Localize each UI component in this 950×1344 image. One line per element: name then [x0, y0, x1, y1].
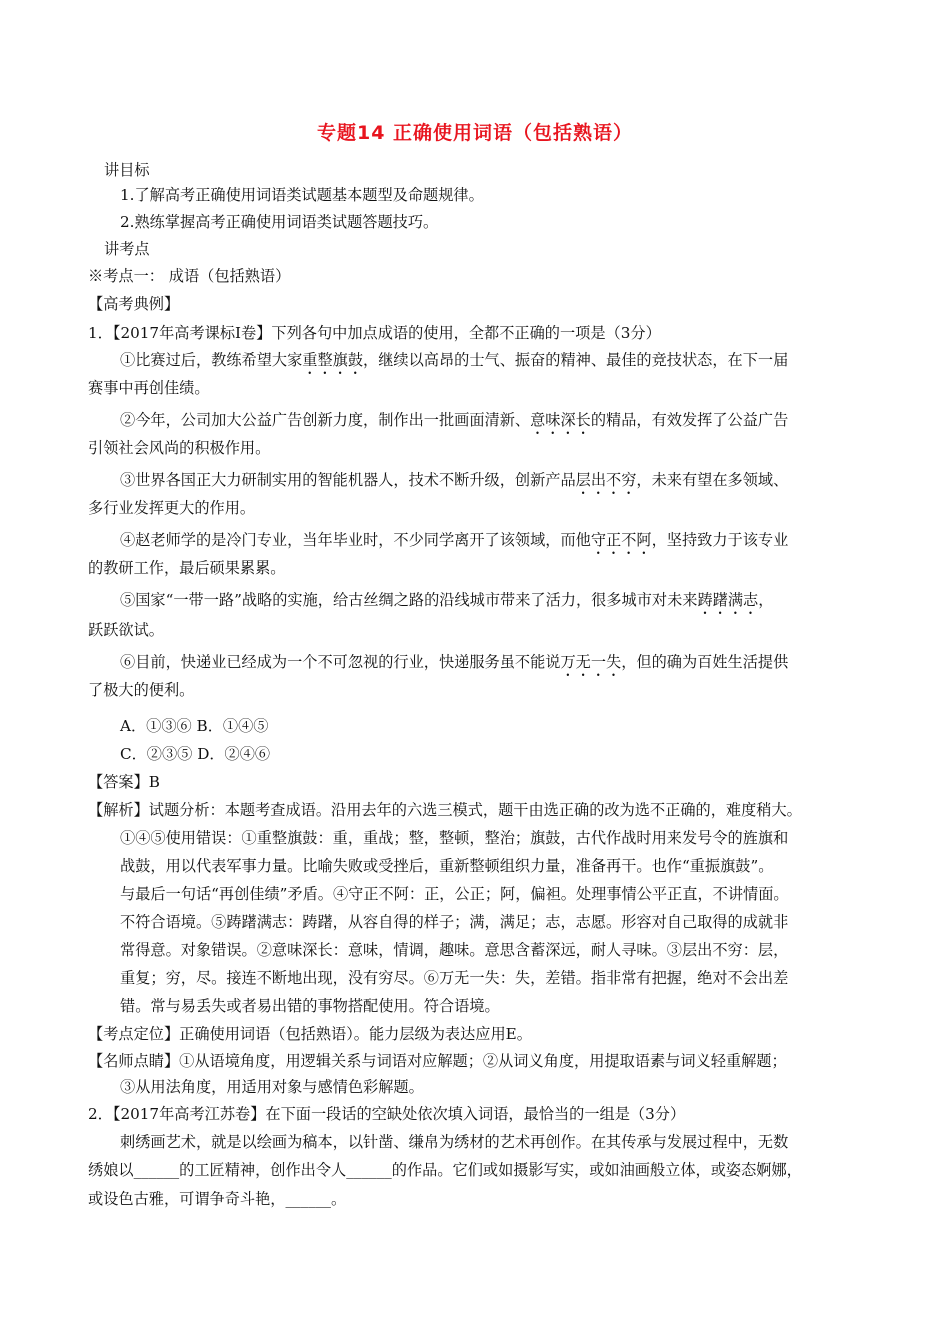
analysis-line: 战鼓，用以代表军事力量。比喻失败或受挫后，重新整顿组织力量，准备再干。也作“重振旗鼓”。 — [120, 857, 774, 875]
analysis-line: 重复；穷，尽。接连不断地出现，没有穷尽。⑥万无一失：失，差错。指非常有把握，绝对不会出差 — [120, 969, 789, 987]
section-heading: 讲考点 — [104, 240, 150, 258]
section-heading: 讲目标 — [104, 161, 150, 179]
text-segment: ，但的确为百姓生活提供 — [621, 653, 789, 671]
option-sentence-cont: 了极大的便利。 — [88, 681, 195, 699]
analysis-line: 错。常与易丢失或者易出错的事物搭配使用。符合语境。 — [120, 997, 500, 1015]
dotted-idiom: 守正不阿 — [590, 531, 652, 549]
text-segment: ⑥目前，快递业已经成为一个不可忽视的行业，快递服务虽不能说 — [120, 653, 561, 671]
option-sentence-cont: 引领社会风尚的积极作用。 — [88, 439, 271, 457]
answer-choices: A．①③⑥ B．①④⑤ — [120, 717, 269, 735]
text-segment: ，未来有望在多领域、 — [636, 471, 789, 489]
dotted-idiom: 踌躇满志 — [697, 591, 759, 609]
dotted-idiom: 意味深长 — [530, 411, 591, 429]
option-sentence — [120, 590, 773, 618]
dotted-idiom: 层出不穷 — [575, 471, 637, 489]
option-sentence-cont: 多行业发挥更大的作用。 — [88, 499, 256, 517]
analysis-line: 不符合语境。⑤踌躇满志：踌躇，从容自得的样子；满，满足；志，志愿。形容对自己取得的成就非 — [120, 913, 789, 931]
objective-item: 1.了解高考正确使用词语类试题基本题型及命题规律。 — [120, 186, 484, 204]
text-segment: ①比赛过后，教练希望大家 — [120, 351, 303, 369]
analysis-line: 【解析】试题分析：本题考查成语。沿用去年的六选三模式，题干由选正确的改为选不正确的，难度稍大。 — [88, 801, 802, 819]
topic-location: 【考点定位】正确使用词语（包括熟语）。能力层级为表达应用E。 — [88, 1025, 532, 1043]
passage-line: 绣娘以______的工匠精神，创作出令人______的作品。它们或如摄影写实，或如油画般立体，或姿态婀娜， — [88, 1161, 802, 1179]
text-segment: ②今年，公司加大公益广告创新力度，制作出一批画面清新、 — [120, 411, 531, 429]
text-segment: ⑤国家“一带一路”战略的实施，给古丝绸之路的沿线城市带来了活力，很多城市对未来 — [120, 591, 698, 609]
passage-line: 或设色古雅，可谓争奇斗艳，______。 — [88, 1190, 347, 1208]
option-sentence-cont: 跃跃欲试。 — [88, 621, 164, 639]
option-sentence — [120, 350, 788, 378]
page-title: 专题14 正确使用词语（包括熟语） — [316, 122, 634, 144]
option-sentence-cont: 的教研工作，最后硕果累累。 — [88, 559, 286, 577]
text-segment: 的精品，有效发挥了公益广告 — [590, 411, 789, 429]
answer-line: 【答案】B — [88, 773, 160, 791]
analysis-line: ①④⑤使用错误：①重整旗鼓：重，重战；整，整顿，整治；旗鼓，古代作战时用来发号令的旌旗和 — [120, 829, 789, 847]
teacher-tip-cont: ③从用法角度，用适用对象与感情色彩解题。 — [120, 1078, 424, 1096]
objective-item: 2.熟练掌握高考正确使用词语类试题答题技巧。 — [120, 213, 439, 231]
analysis-line: 与最后一句话“再创佳绩”矛盾。④守正不阿：正，公正；阿，偏袒。处理事情公平正直，不讲情面。 — [120, 885, 789, 903]
text-segment: ③世界各国正大力研制实用的智能机器人，技术不断升级，创新产品 — [120, 471, 576, 489]
option-sentence — [120, 530, 788, 558]
teacher-tip: 【名师点睛】①从语境角度，用逻辑关系与词语对应解题；②从词义角度，用提取语素与词义轻重解题； — [88, 1052, 787, 1070]
dotted-idiom: 重整旗鼓 — [302, 351, 363, 369]
text-segment: ④赵老师学的是冷门专业，当年毕业时，不少同学离开了该领域，而他 — [120, 531, 591, 549]
subsection-label: 【高考典例】 — [88, 295, 180, 313]
dotted-idiom: 万无一失 — [560, 653, 622, 671]
question-stem: 1．【2017年高考课标Ⅰ卷】下列各句中加点成语的使用，全都不正确的一项是（3分） — [88, 324, 661, 342]
question-stem: 2．【2017年高考江苏卷】在下面一段话的空缺处依次填入词语，最恰当的一组是（3分） — [88, 1105, 686, 1123]
analysis-line: 常得意。对象错误。②意味深长：意味，情调，趣味。意思含蓄深远，耐人寻味。③层出不穷：层， — [120, 941, 789, 959]
text-segment: ， — [758, 591, 774, 609]
option-sentence — [120, 652, 788, 680]
text-segment: ，继续以高昂的士气、振奋的精神、最佳的竞技状态，在下一届 — [363, 351, 789, 369]
text-segment: ，坚持致力于该专业 — [651, 531, 789, 549]
option-sentence — [120, 470, 788, 498]
option-sentence-cont: 赛事中再创佳绩。 — [88, 379, 210, 397]
option-sentence — [120, 410, 788, 438]
passage-line: 刺绣画艺术，就是以绘画为稿本，以针凿、缣帛为绣材的艺术再创作。在其传承与发展过程中，无数 — [120, 1133, 789, 1151]
topic-heading: ※考点一： 成语（包括熟语） — [88, 267, 291, 285]
answer-choices: C．②③⑤ D．②④⑥ — [120, 745, 271, 763]
